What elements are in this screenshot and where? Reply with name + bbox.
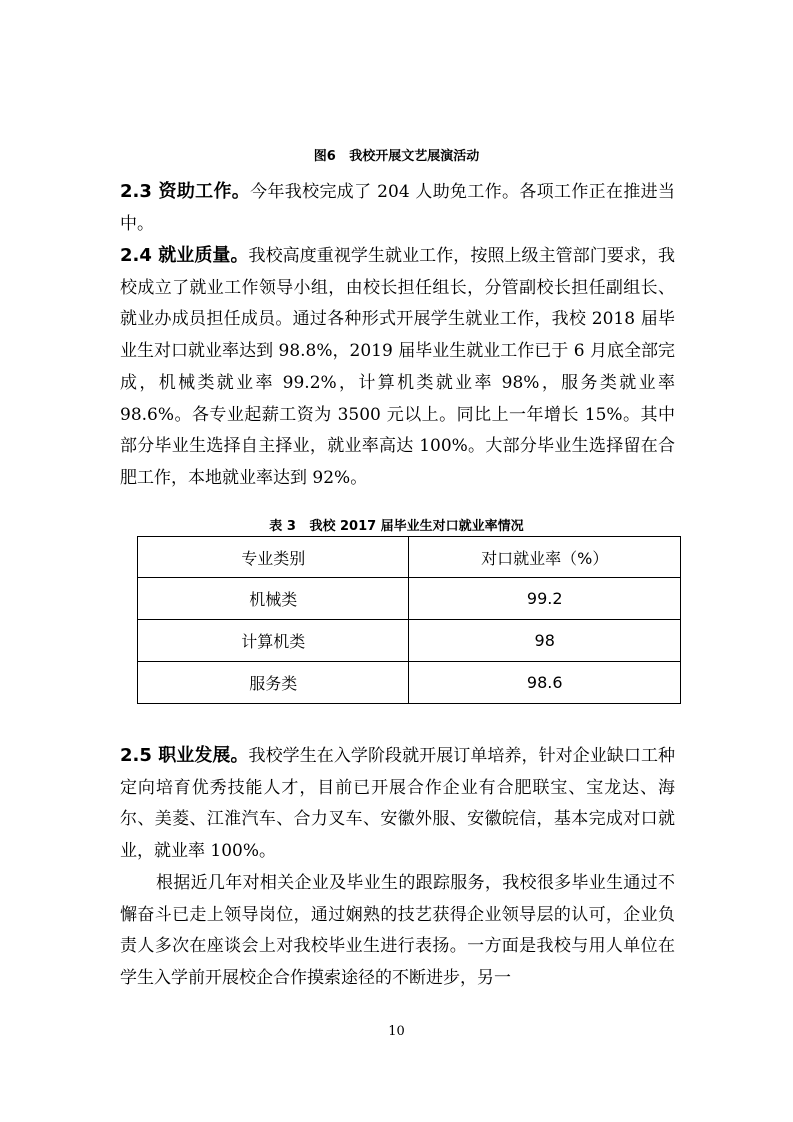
section-2-3-paragraph xyxy=(120,176,675,240)
header-major-category: 专业类别 xyxy=(138,537,409,578)
cell-rate: 98.6 xyxy=(409,662,681,704)
follow-up-paragraph xyxy=(120,868,675,995)
cell-rate: 98 xyxy=(409,620,681,662)
cell-category: 计算机类 xyxy=(138,620,409,662)
section-2-4-heading: 2.4 就业质量。 xyxy=(120,245,249,266)
follow-up-body: 根据近几年对相关企业及毕业生的跟踪服务，我校很多毕业生通过不懈奋斗已走上领导岗位，通过娴熟的技艺获得企业领导层的认可，企业负责人多次在座谈会上对我校毕业生进行表扬。一方面是我校与用人单位在学生入学前开展校企合作摸索途径的不断进步，另一 xyxy=(120,873,675,989)
table-caption: 表 3 我校 2017 届毕业生对口就业率情况 xyxy=(269,519,524,534)
section-2-3-heading: 2.3 资助工作。 xyxy=(120,181,251,202)
section-2-4-body: 我校高度重视学生就业工作，按照上级主管部门要求，我校成立了就业工作领导小组，由校长担任组长，分管副校长担任副组长、就业办成员担任成员。通过各种形式开展学生就业工作，我校 2018 届毕业生对口就业率达到 98.8%，2019 届毕业生就业工作已于 6 月底全部完成，机械类就业率 99.2%，计算机类就业率 98%，服务类就业率 98.6%。各专业起薪工资为 3500 元以上。同比上一年增长 15%。其中部分毕业生选择自主择业，就业率高达 100%。大部分毕业生选择留在合肥工作，本地就业率达到 92%。 xyxy=(120,246,676,488)
page-number: 10 xyxy=(388,1024,405,1039)
section-2-5-heading: 2.5 职业发展。 xyxy=(120,745,249,766)
header-employment-rate: 对口就业率（%） xyxy=(409,537,681,578)
table-row xyxy=(138,620,681,662)
cell-category: 服务类 xyxy=(138,662,409,704)
employment-rate-table xyxy=(137,536,681,704)
cell-category: 机械类 xyxy=(138,578,409,620)
section-2-4-paragraph xyxy=(120,240,675,495)
cell-rate: 99.2 xyxy=(409,578,681,620)
section-2-3-body: 今年我校完成了 204 人助免工作。各项工作正在推进当中。 xyxy=(120,182,675,234)
table-row xyxy=(138,662,681,704)
figure-caption: 图6 我校开展文艺展演活动 xyxy=(313,149,480,164)
section-2-5-paragraph xyxy=(120,740,675,868)
section-2-5-body: 我校学生在入学阶段就开展订单培养，针对企业缺口工种定向培育优秀技能人才，目前已开展合作企业有合肥联宝、宝龙达、海尔、美菱、江淮汽车、合力叉车、安徽外服、安徽皖信，基本完成对口就业，就业率 100%。 xyxy=(120,746,676,862)
table-row xyxy=(138,578,681,620)
table-header-row xyxy=(138,537,681,578)
